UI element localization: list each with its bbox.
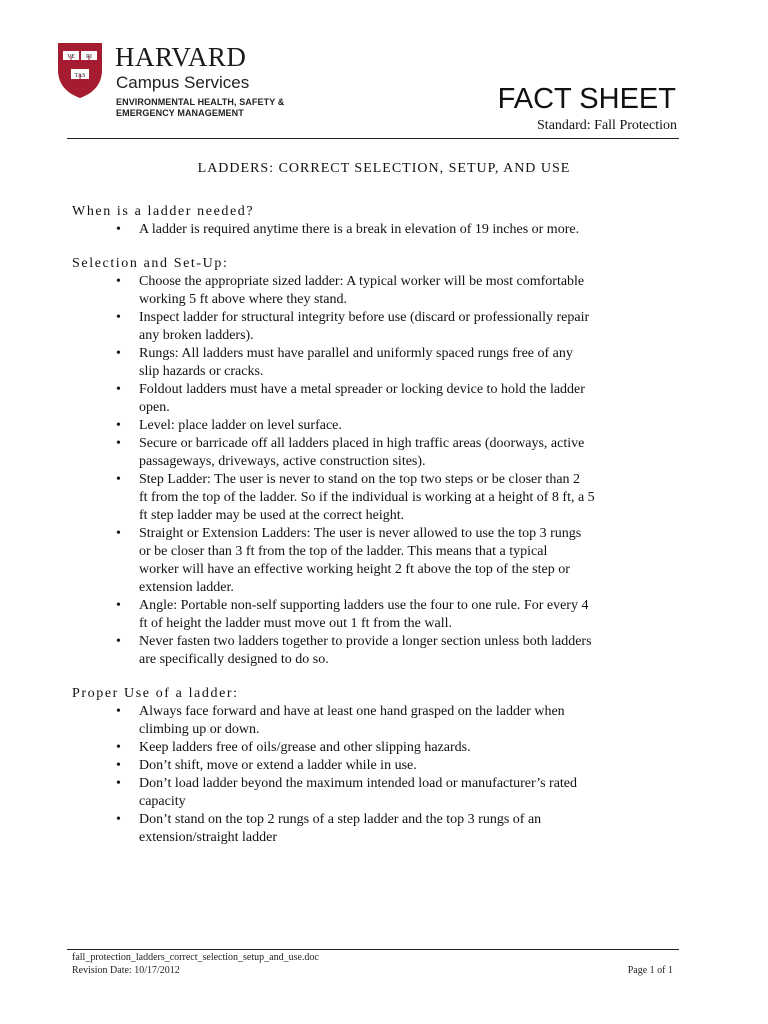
section-heading: Selection and Set-Up:: [72, 256, 229, 271]
bullet-line: • Rungs: All ladders must have parallel and uniformly spaced rungs free of any: [139, 346, 573, 361]
svg-text:TAS: TAS: [74, 73, 86, 79]
org-subtitle: Campus Services: [116, 73, 250, 92]
document-title: LADDERS: CORRECT SELECTION, SETUP, AND USE: [197, 161, 571, 176]
bullet-line: ft from the top of the ladder. So if the individual is working at a height of 8 ft, a 5: [139, 490, 595, 505]
org-department-line: ENVIRONMENTAL HEALTH, SAFETY &: [116, 97, 285, 107]
section-heading: Proper Use of a ladder:: [72, 686, 239, 701]
bullet-item: [139, 597, 682, 633]
bullet-line: • Secure or barricade off all ladders placed in high traffic areas (doorways, active: [139, 436, 585, 451]
bullet-item: [139, 381, 682, 417]
bullet-list: [72, 703, 682, 847]
bullet-line: • Keep ladders free of oils/grease and other slipping hazards.: [139, 740, 471, 755]
bullet-item: [139, 273, 682, 309]
bullet-line: slip hazards or cracks.: [139, 364, 264, 379]
bullet-line: capacity: [139, 794, 186, 809]
header-divider: [67, 138, 679, 139]
svg-text:VE: VE: [67, 54, 75, 60]
footer-page-number: Page 1 of 1: [627, 965, 673, 976]
bullet-item: [139, 435, 682, 471]
bullet-line: ft step ladder may be used at the correct height.: [139, 508, 405, 523]
document-body: [72, 203, 682, 847]
bullet-line: • Don’t shift, move or extend a ladder while in use.: [139, 758, 417, 773]
bullet-list: [72, 273, 682, 669]
bullet-line: • A ladder is required anytime there is a break in elevation of 19 inches or more.: [139, 222, 580, 237]
section-heading: When is a ladder needed?: [72, 204, 255, 219]
bullet-line: open.: [139, 400, 170, 415]
footer-file-name: fall_protection_ladders_correct_selection_setup_and_use.doc: [72, 952, 319, 963]
bullet-item: [139, 633, 682, 669]
bullet-item: [139, 221, 682, 239]
bullet-line: • Angle: Portable non-self supporting ladders use the four to one rule. For every 4: [139, 598, 589, 613]
bullet-line: any broken ladders).: [139, 328, 254, 343]
harvard-shield-icon: [55, 40, 105, 100]
bullet-item: [139, 775, 682, 811]
bullet-item: [139, 417, 682, 435]
bullet-line: • Straight or Extension Ladders: The user is never allowed to use the top 3 rungs: [139, 526, 582, 541]
svg-text:RI: RI: [86, 54, 92, 60]
bullet-line: • Never fasten two ladders together to provide a longer section unless both ladders: [139, 634, 592, 649]
bullet-line: • Don’t stand on the top 2 rungs of a step ladder and the top 3 rungs of an: [139, 812, 542, 827]
bullet-item: [139, 757, 682, 775]
bullet-line: or be closer than 3 ft from the top of the ladder. This means that a typical: [139, 544, 548, 559]
footer-revision-date: Revision Date: 10/17/2012: [72, 965, 180, 976]
harvard-logo: [55, 40, 295, 122]
bullet-line: extension ladder.: [139, 580, 234, 595]
fact-sheet-title: FACT SHEET: [497, 83, 676, 115]
bullet-line: worker will have an effective working height 2 ft above the top of the step or: [139, 562, 570, 577]
bullet-line: are specifically designed to do so.: [139, 652, 329, 667]
section-spacer: [72, 669, 682, 685]
bullet-line: • Inspect ladder for structural integrity before use (discard or professionally repair: [139, 310, 590, 325]
standard-label: Standard: Fall Protection: [537, 118, 677, 133]
bullet-line: ft of height the ladder must move out 1 ft from the wall.: [139, 616, 452, 631]
bullet-item: [139, 811, 682, 847]
bullet-item: [139, 739, 682, 757]
bullet-line: • Choose the appropriate sized ladder: A typical worker will be most comfortable: [139, 274, 585, 289]
section-spacer: [72, 239, 682, 255]
bullet-line: • Don’t load ladder beyond the maximum intended load or manufacturer’s rated: [139, 776, 578, 791]
bullet-item: [139, 703, 682, 739]
bullet-line: extension/straight ladder: [139, 830, 278, 845]
bullet-line: passageways, driveways, active construction sites).: [139, 454, 426, 469]
bullet-item: [139, 345, 682, 381]
bullet-line: • Foldout ladders must have a metal spreader or locking device to hold the ladder: [139, 382, 585, 397]
bullet-list: [72, 221, 682, 239]
bullet-line: working 5 ft above where they stand.: [139, 292, 347, 307]
bullet-line: climbing up or down.: [139, 722, 260, 737]
bullet-line: • Step Ladder: The user is never to stand on the top two steps or be closer than 2: [139, 472, 581, 487]
bullet-line: • Level: place ladder on level surface.: [139, 418, 342, 433]
bullet-item: [139, 309, 682, 345]
bullet-line: • Always face forward and have at least one hand grasped on the ladder when: [139, 704, 565, 719]
bullet-item: [139, 525, 682, 597]
org-department: [116, 97, 306, 119]
org-name: HARVARD: [115, 42, 247, 72]
org-department-line: EMERGENCY MANAGEMENT: [116, 108, 244, 118]
bullet-item: [139, 471, 682, 525]
footer-divider: [67, 949, 679, 950]
